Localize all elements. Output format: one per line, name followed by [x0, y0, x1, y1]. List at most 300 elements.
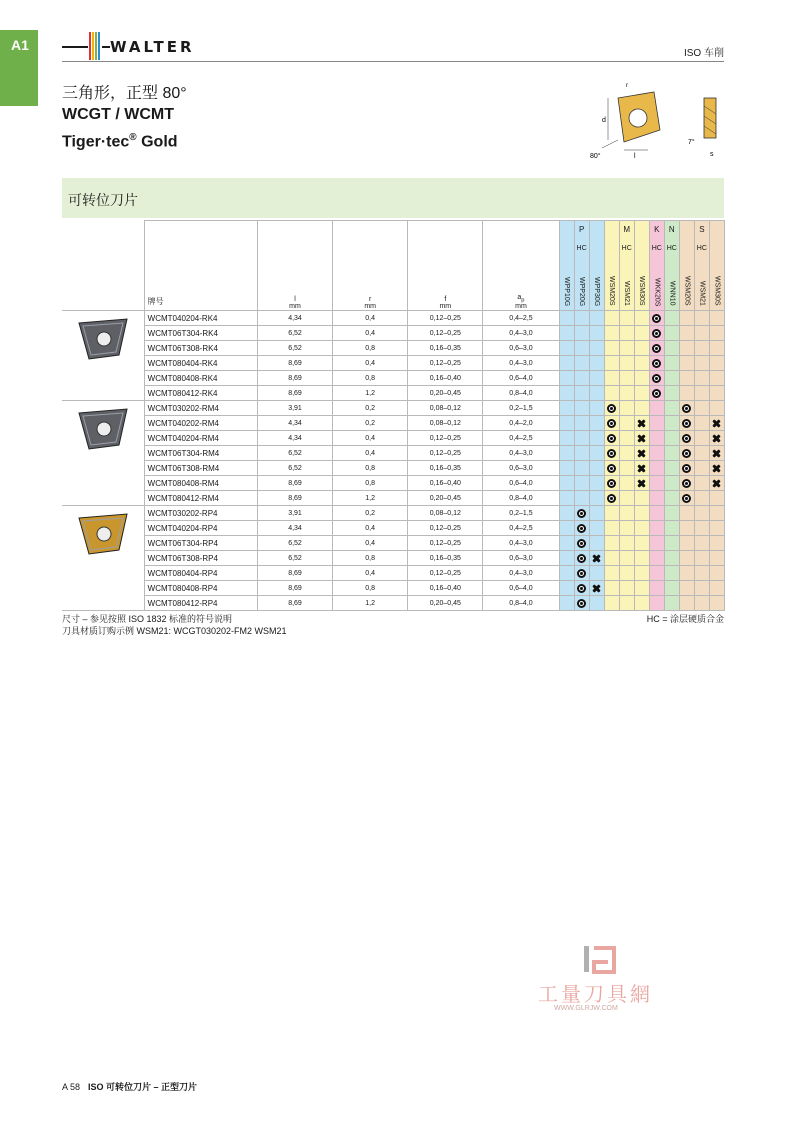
grade-availability-cell	[664, 581, 679, 596]
svg-text:80°: 80°	[590, 153, 601, 160]
cell-l: 6,52	[257, 461, 332, 476]
part-number: WCMT040202-RM4	[144, 416, 257, 431]
grade-availability-cell	[589, 431, 604, 446]
grade-availability-cell	[619, 566, 634, 581]
cell-ap: 0,4–2,5	[483, 431, 559, 446]
grade-availability-cell	[679, 401, 694, 416]
part-number: WCMT040204-RM4	[144, 431, 257, 446]
grade-availability-cell	[589, 371, 604, 386]
grade-availability-cell	[604, 476, 619, 491]
primary-grade-icon	[577, 554, 586, 563]
grade-availability-cell	[664, 431, 679, 446]
table-row	[62, 401, 725, 416]
grade-availability-cell	[574, 401, 589, 416]
grade-availability-cell	[634, 566, 649, 581]
grade-availability-cell	[574, 386, 589, 401]
grade-availability-cell	[679, 326, 694, 341]
grade-availability-cell	[679, 521, 694, 536]
cell-r: 0,8	[333, 476, 408, 491]
grade-availability-cell	[589, 491, 604, 506]
cell-l: 8,69	[257, 596, 332, 611]
grade-availability-cell	[604, 506, 619, 521]
grade-availability-cell	[619, 386, 634, 401]
grade-availability-cell	[589, 326, 604, 341]
grade-availability-cell	[589, 506, 604, 521]
table-row	[62, 521, 725, 536]
grade-availability-cell	[559, 356, 574, 371]
grade-availability-cell	[694, 356, 709, 371]
grade-availability-cell	[664, 386, 679, 401]
grade-availability-cell	[694, 401, 709, 416]
grade-availability-cell	[619, 356, 634, 371]
grade-availability-cell	[679, 416, 694, 431]
cell-r: 0,4	[333, 536, 408, 551]
col-header-part-number: 牌号	[144, 221, 257, 311]
part-number: WCMT080412-RP4	[144, 596, 257, 611]
grade-availability-cell	[574, 521, 589, 536]
svg-text:s: s	[710, 151, 714, 158]
cell-l: 8,69	[257, 566, 332, 581]
grade-availability-cell	[649, 536, 664, 551]
grade-availability-cell	[559, 551, 574, 566]
grade-availability-cell	[634, 416, 649, 431]
primary-grade-icon	[577, 599, 586, 608]
alternative-grade-icon	[712, 464, 721, 473]
grade-availability-cell	[604, 311, 619, 326]
grade-availability-cell	[574, 326, 589, 341]
primary-grade-icon	[607, 479, 616, 488]
cell-ap: 0,4–3,0	[483, 566, 559, 581]
grade-availability-cell	[634, 521, 649, 536]
grade-availability-cell	[694, 431, 709, 446]
insert-photo	[62, 506, 144, 611]
grade-name: WPP20G	[578, 276, 586, 306]
primary-grade-icon	[607, 494, 616, 503]
grade-availability-cell	[634, 551, 649, 566]
grade-availability-cell	[649, 551, 664, 566]
grade-availability-cell	[634, 446, 649, 461]
grade-col-p-wpp30g	[589, 221, 604, 311]
primary-grade-icon	[682, 479, 691, 488]
primary-grade-icon	[607, 464, 616, 473]
table-row	[62, 461, 725, 476]
col-header-f: f mm	[408, 221, 483, 311]
grade-availability-cell	[574, 416, 589, 431]
grade-availability-cell	[679, 311, 694, 326]
table-row	[62, 371, 725, 386]
grade-availability-cell	[709, 371, 724, 386]
grade-availability-cell	[634, 356, 649, 371]
grade-availability-cell	[574, 446, 589, 461]
cell-f: 0,12–0,25	[408, 356, 483, 371]
footnote-order-example: 刀具材质订购示例 WSM21: WCGT030202-FM2 WSM21	[62, 626, 287, 636]
cell-l: 8,69	[257, 581, 332, 596]
cell-f: 0,12–0,25	[408, 536, 483, 551]
grade-availability-cell	[589, 311, 604, 326]
grade-availability-cell	[649, 416, 664, 431]
part-number: WCMT06T308-RP4	[144, 551, 257, 566]
grade-availability-cell	[694, 326, 709, 341]
grade-availability-cell	[694, 491, 709, 506]
cell-l: 8,69	[257, 386, 332, 401]
cell-ap: 0,6–4,0	[483, 371, 559, 386]
grade-availability-cell	[694, 536, 709, 551]
grade-availability-cell	[634, 506, 649, 521]
grade-availability-cell	[574, 506, 589, 521]
hc-label: HC	[576, 245, 587, 252]
grade-availability-cell	[649, 401, 664, 416]
grade-availability-cell	[634, 431, 649, 446]
grade-availability-cell	[604, 401, 619, 416]
primary-grade-icon	[607, 404, 616, 413]
alternative-grade-icon	[592, 584, 601, 593]
part-number: WCMT080408-RK4	[144, 371, 257, 386]
grade-availability-cell	[709, 446, 724, 461]
cell-ap: 0,4–3,0	[483, 446, 559, 461]
grade-availability-cell	[664, 506, 679, 521]
grade-availability-cell	[649, 446, 664, 461]
grade-availability-cell	[574, 311, 589, 326]
grade-availability-cell	[604, 461, 619, 476]
grade-availability-cell	[709, 536, 724, 551]
grade-availability-cell	[694, 446, 709, 461]
cell-f: 0,16–0,35	[408, 341, 483, 356]
chapter-tab	[0, 30, 38, 106]
grade-availability-cell	[649, 341, 664, 356]
svg-text:d: d	[602, 117, 606, 124]
grade-availability-cell	[664, 416, 679, 431]
grade-availability-cell	[589, 536, 604, 551]
watermark-url: WWW.GLRJW.COM	[554, 1005, 618, 1012]
footnote-dimensions: 尺寸 – 参见按照 ISO 1832 标准的符号说明	[62, 614, 233, 624]
table-row	[62, 596, 725, 611]
alternative-grade-icon	[592, 554, 601, 563]
grade-col-n-wnn10	[664, 221, 679, 311]
part-number: WCMT040204-RK4	[144, 311, 257, 326]
cell-f: 0,20–0,45	[408, 596, 483, 611]
cell-f: 0,12–0,25	[408, 326, 483, 341]
primary-grade-icon	[682, 449, 691, 458]
grade-availability-cell	[664, 566, 679, 581]
grade-availability-cell	[619, 506, 634, 521]
primary-grade-icon	[607, 434, 616, 443]
grade-availability-cell	[604, 596, 619, 611]
grade-col-p-wpp10g	[559, 221, 574, 311]
cell-r: 0,4	[333, 326, 408, 341]
grade-availability-cell	[589, 341, 604, 356]
insert-dimension-drawing	[590, 80, 730, 162]
grade-col-s-wsm30s	[709, 221, 724, 311]
cell-f: 0,16–0,40	[408, 581, 483, 596]
table-row	[62, 551, 725, 566]
grade-availability-cell	[559, 416, 574, 431]
chapter-tab-label: A1	[11, 37, 29, 53]
part-number: WCMT080404-RK4	[144, 356, 257, 371]
cell-ap: 0,4–3,0	[483, 536, 559, 551]
cell-r: 0,4	[333, 311, 408, 326]
grade-availability-cell	[604, 326, 619, 341]
svg-text:l: l	[634, 153, 636, 160]
primary-grade-icon	[652, 344, 661, 353]
cell-l: 3,91	[257, 401, 332, 416]
table-row	[62, 341, 725, 356]
grade-availability-cell	[664, 371, 679, 386]
grade-availability-cell	[649, 491, 664, 506]
cell-f: 0,20–0,45	[408, 491, 483, 506]
table-row	[62, 386, 725, 401]
primary-grade-icon	[652, 329, 661, 338]
cell-ap: 0,4–2,0	[483, 416, 559, 431]
col-header-ap: $a_p$ mm	[483, 221, 559, 311]
grade-availability-cell	[709, 401, 724, 416]
grade-availability-cell	[649, 596, 664, 611]
grade-availability-cell	[679, 536, 694, 551]
primary-grade-icon	[682, 464, 691, 473]
grade-availability-cell	[634, 371, 649, 386]
grade-col-m-wsm21	[619, 221, 634, 311]
table-row	[62, 491, 725, 506]
part-number: WCMT06T308-RM4	[144, 461, 257, 476]
primary-grade-icon	[577, 584, 586, 593]
grade-availability-cell	[619, 401, 634, 416]
grade-availability-cell	[679, 476, 694, 491]
part-number: WCMT06T304-RK4	[144, 326, 257, 341]
grade-col-k-wkk20s	[649, 221, 664, 311]
grade-availability-cell	[574, 341, 589, 356]
grade-availability-cell	[709, 476, 724, 491]
grade-availability-cell	[649, 581, 664, 596]
grade-name: WSM21	[698, 281, 706, 306]
grade-availability-cell	[589, 551, 604, 566]
cell-r: 0,4	[333, 521, 408, 536]
grade-availability-cell	[559, 536, 574, 551]
grade-availability-cell	[559, 311, 574, 326]
grade-availability-cell	[679, 491, 694, 506]
grade-name: WSM30S	[713, 276, 721, 306]
primary-grade-icon	[607, 449, 616, 458]
cell-ap: 0,4–3,0	[483, 356, 559, 371]
grade-availability-cell	[604, 491, 619, 506]
cell-f: 0,16–0,40	[408, 371, 483, 386]
grade-availability-cell	[574, 596, 589, 611]
cell-l: 3,91	[257, 506, 332, 521]
grade-name: WNN10	[668, 281, 676, 306]
grade-availability-cell	[574, 461, 589, 476]
alternative-grade-icon	[637, 449, 646, 458]
grade-availability-cell	[619, 521, 634, 536]
alternative-grade-icon	[712, 449, 721, 458]
grade-availability-cell	[709, 581, 724, 596]
grade-availability-cell	[574, 581, 589, 596]
grade-availability-cell	[634, 581, 649, 596]
grade-availability-cell	[574, 491, 589, 506]
primary-grade-icon	[652, 359, 661, 368]
part-number: WCMT080404-RP4	[144, 566, 257, 581]
material-group-label: M	[623, 225, 631, 234]
grade-availability-cell	[664, 476, 679, 491]
grade-availability-cell	[619, 431, 634, 446]
grade-availability-cell	[559, 431, 574, 446]
grade-col-s-wsm20s	[679, 221, 694, 311]
grade-availability-cell	[619, 596, 634, 611]
cell-f: 0,08–0,12	[408, 506, 483, 521]
grade-availability-cell	[589, 446, 604, 461]
material-group-label: S	[699, 225, 705, 234]
grade-availability-cell	[709, 431, 724, 446]
grade-availability-cell	[559, 386, 574, 401]
alternative-grade-icon	[637, 479, 646, 488]
grade-availability-cell	[574, 566, 589, 581]
grade-availability-cell	[619, 536, 634, 551]
cell-f: 0,20–0,45	[408, 386, 483, 401]
cell-l: 6,52	[257, 326, 332, 341]
grade-availability-cell	[604, 356, 619, 371]
watermark-logo-icon	[580, 944, 620, 976]
grade-name: WPP30G	[593, 276, 601, 306]
grade-availability-cell	[604, 371, 619, 386]
grade-availability-cell	[559, 461, 574, 476]
table-row	[62, 311, 725, 326]
grade-availability-cell	[679, 596, 694, 611]
insert-photo	[62, 311, 144, 401]
cell-l: 8,69	[257, 356, 332, 371]
primary-grade-icon	[652, 389, 661, 398]
grade-availability-cell	[619, 476, 634, 491]
grade-name: WPP10G	[563, 276, 571, 306]
grade-col-m-wsm20s	[604, 221, 619, 311]
grade-availability-cell	[679, 341, 694, 356]
grade-availability-cell	[604, 566, 619, 581]
table-row	[62, 416, 725, 431]
cell-l: 4,34	[257, 431, 332, 446]
part-number: WCMT080408-RM4	[144, 476, 257, 491]
svg-text:r: r	[626, 83, 628, 89]
grade-availability-cell	[679, 506, 694, 521]
cell-ap: 0,4–2,5	[483, 521, 559, 536]
grade-name: WSM21	[623, 281, 631, 306]
cell-ap: 0,6–4,0	[483, 476, 559, 491]
grade-availability-cell	[709, 521, 724, 536]
grade-availability-cell	[604, 416, 619, 431]
grade-availability-cell	[664, 446, 679, 461]
part-number: WCMT06T304-RP4	[144, 536, 257, 551]
cell-r: 0,8	[333, 581, 408, 596]
grade-availability-cell	[619, 491, 634, 506]
grade-col-s-wsm21	[694, 221, 709, 311]
grade-availability-cell	[634, 476, 649, 491]
cell-r: 0,2	[333, 416, 408, 431]
table-header-row	[62, 221, 725, 311]
primary-grade-icon	[577, 569, 586, 578]
grade-availability-cell	[709, 416, 724, 431]
cell-r: 0,4	[333, 356, 408, 371]
cell-l: 6,52	[257, 551, 332, 566]
grade-availability-cell	[619, 416, 634, 431]
grade-availability-cell	[619, 551, 634, 566]
hc-label: HC	[696, 245, 707, 252]
cell-l: 4,34	[257, 311, 332, 326]
cell-f: 0,12–0,25	[408, 431, 483, 446]
grade-availability-cell	[619, 311, 634, 326]
primary-grade-icon	[607, 419, 616, 428]
cell-f: 0,16–0,40	[408, 476, 483, 491]
cell-l: 6,52	[257, 341, 332, 356]
alternative-grade-icon	[712, 434, 721, 443]
grade-name: WKK20S	[653, 277, 661, 306]
col-header-l: l mm	[257, 221, 332, 311]
grade-availability-cell	[679, 386, 694, 401]
grade-availability-cell	[559, 341, 574, 356]
grade-availability-cell	[619, 341, 634, 356]
cell-f: 0,16–0,35	[408, 551, 483, 566]
grade-availability-cell	[604, 521, 619, 536]
grade-availability-cell	[559, 521, 574, 536]
grade-availability-cell	[679, 356, 694, 371]
grade-availability-cell	[649, 311, 664, 326]
alternative-grade-icon	[712, 419, 721, 428]
grade-availability-cell	[649, 356, 664, 371]
grade-availability-cell	[664, 521, 679, 536]
primary-grade-icon	[682, 419, 691, 428]
grade-availability-cell	[559, 476, 574, 491]
primary-grade-icon	[682, 434, 691, 443]
cell-ap: 0,6–4,0	[483, 581, 559, 596]
grade-availability-cell	[589, 386, 604, 401]
alternative-grade-icon	[712, 479, 721, 488]
part-number: WCMT030202-RM4	[144, 401, 257, 416]
grade-availability-cell	[664, 596, 679, 611]
grade-availability-cell	[694, 521, 709, 536]
grade-availability-cell	[589, 566, 604, 581]
material-group-label: P	[578, 225, 585, 234]
grade-availability-cell	[694, 311, 709, 326]
grade-availability-cell	[634, 386, 649, 401]
grade-availability-cell	[559, 371, 574, 386]
cell-f: 0,16–0,35	[408, 461, 483, 476]
cell-f: 0,12–0,25	[408, 311, 483, 326]
cell-r: 0,8	[333, 341, 408, 356]
part-number: WCMT040204-RP4	[144, 521, 257, 536]
grade-availability-cell	[634, 491, 649, 506]
alternative-grade-icon	[637, 434, 646, 443]
part-number: WCMT030202-RP4	[144, 506, 257, 521]
grade-availability-cell	[589, 416, 604, 431]
grade-availability-cell	[574, 356, 589, 371]
section-header	[62, 178, 724, 218]
grade-availability-cell	[649, 326, 664, 341]
grade-availability-cell	[574, 431, 589, 446]
watermark-text: 工量刀具網	[538, 982, 653, 1006]
hc-label: HC	[651, 245, 662, 252]
grade-availability-cell	[664, 536, 679, 551]
grade-availability-cell	[559, 581, 574, 596]
grade-availability-cell	[694, 551, 709, 566]
cell-ap: 0,6–3,0	[483, 341, 559, 356]
grade-availability-cell	[709, 461, 724, 476]
cell-r: 0,8	[333, 551, 408, 566]
grade-availability-cell	[589, 476, 604, 491]
grade-availability-cell	[709, 491, 724, 506]
part-number: WCMT06T308-RK4	[144, 341, 257, 356]
grade-availability-cell	[649, 431, 664, 446]
hc-label: HC	[621, 245, 632, 252]
page-subtitle-grade-family: Tiger·tec® Gold	[62, 132, 178, 151]
cell-f: 0,12–0,25	[408, 521, 483, 536]
grade-availability-cell	[604, 551, 619, 566]
grade-availability-cell	[559, 401, 574, 416]
grade-availability-cell	[649, 506, 664, 521]
cell-r: 1,2	[333, 596, 408, 611]
